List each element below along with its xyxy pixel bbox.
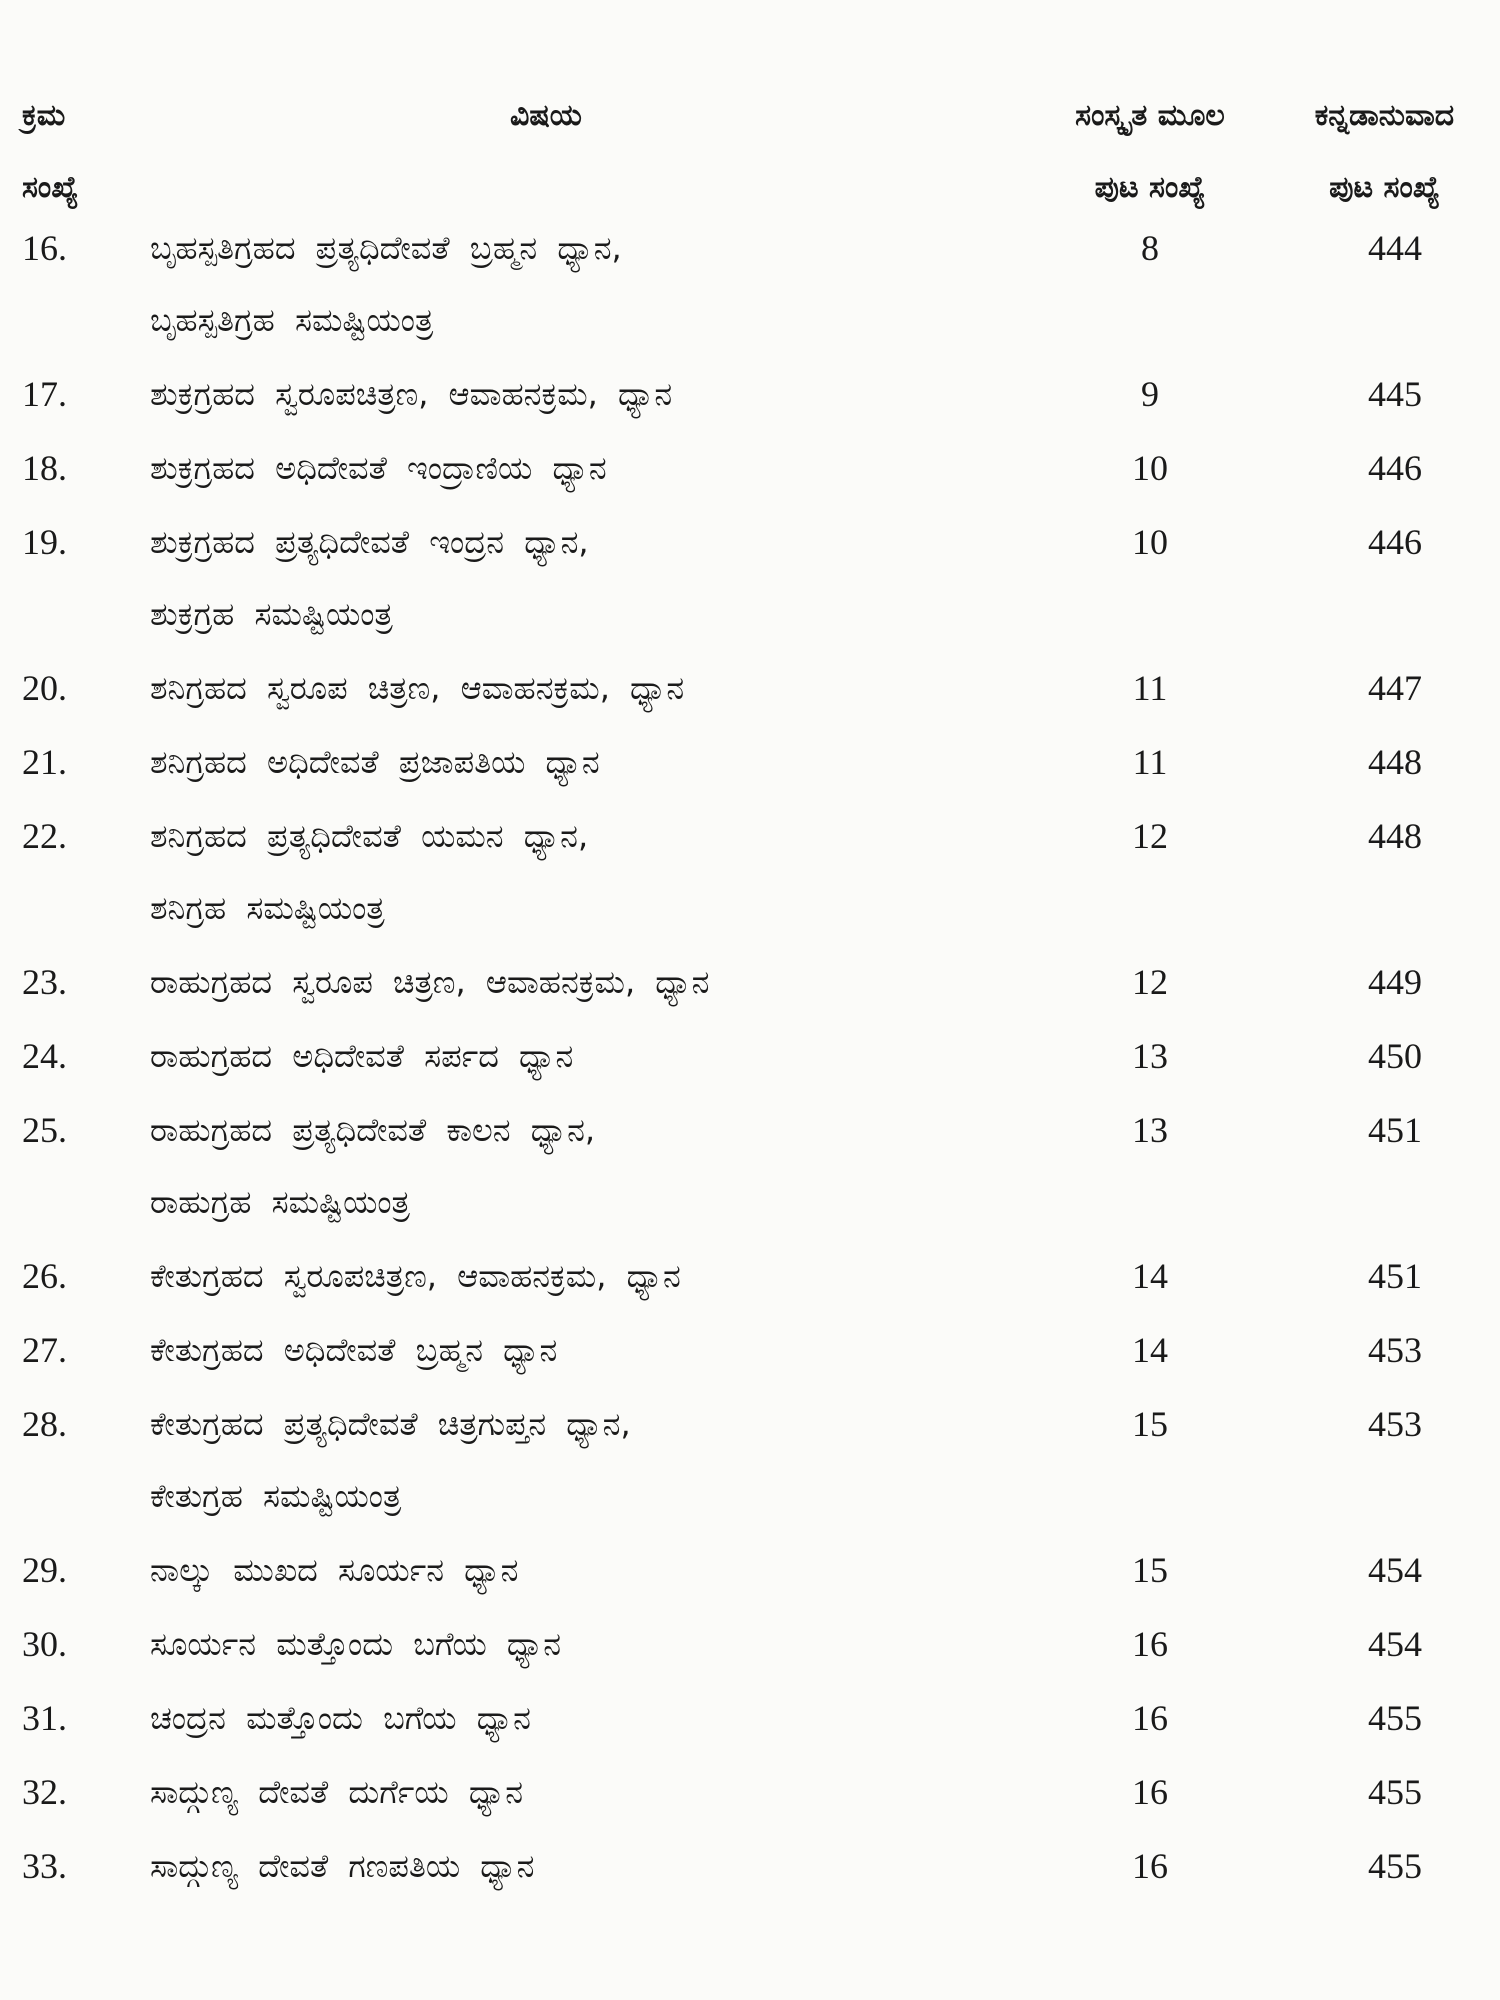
row-number: 18. [22,448,67,488]
row-subject-line: ಶುಕ್ರಗ್ರಹ ಸಮಷ್ಟಿಯಂತ್ರ [150,595,393,633]
row-subject-line: ರಾಹುಗ್ರಹದ ಅಧಿದೇವತೆ ಸರ್ಪದ ಧ್ಯಾನ [150,1037,574,1075]
table-row [0,1756,1500,1830]
row-sanskrit-page: 16 [1132,1772,1168,1812]
table-header [0,80,1500,210]
row-number: 28. [22,1404,67,1444]
row-kannada-page: 447 [1368,668,1422,708]
row-subject-line: ಸೂರ್ಯನ ಮತ್ತೊಂದು ಬಗೆಯ ಧ್ಯಾನ [150,1625,562,1663]
row-subject-line: ಕೇತುಗ್ರಹದ ಸ್ವರೂಪಚಿತ್ರಣ, ಆವಾಹನಕ್ರಮ, ಧ್ಯಾನ [150,1257,681,1295]
row-subject-line: ಬೃಹಸ್ಪತಿಗ್ರಹದ ಪ್ರತ್ಯಧಿದೇವತೆ ಬ್ರಹ್ಮನ ಧ್ಯಾನ, [150,229,622,267]
row-subject [150,1756,1020,1828]
row-kannada-page: 453 [1368,1330,1422,1370]
row-subject-line: ಶುಕ್ರಗ್ರಹದ ಪ್ರತ್ಯಧಿದೇವತೆ ಇಂದ್ರನ ಧ್ಯಾನ, [150,523,589,561]
row-kannada-page: 448 [1368,742,1422,782]
row-sanskrit-page: 16 [1132,1698,1168,1738]
row-subject-line: ಕೇತುಗ್ರಹದ ಪ್ರತ್ಯಧಿದೇವತೆ ಚಿತ್ರಗುಪ್ತನ ಧ್ಯಾನ, [150,1405,631,1443]
row-number: 24. [22,1036,67,1076]
row-sanskrit-page: 14 [1132,1256,1168,1296]
row-subject [150,652,1020,724]
header-sanskrit-line-1: ಸಂಸ್ಕೃತ ಮೂಲ [1075,98,1225,133]
row-subject-line: ಶನಿಗ್ರಹದ ಅಧಿದೇವತೆ ಪ್ರಜಾಪತಿಯ ಧ್ಯಾನ [150,743,600,781]
row-kannada-page: 455 [1368,1846,1422,1886]
row-sanskrit-page: 16 [1132,1846,1168,1886]
table-row [0,1020,1500,1094]
row-sanskrit-page: 10 [1132,522,1168,562]
header-subject [510,80,710,152]
table-row [0,1388,1500,1534]
row-kannada-page: 454 [1368,1624,1422,1664]
row-subject [150,506,1020,650]
header-serial-line-1: ಕ್ರಮ [22,98,66,133]
row-subject-line: ಚಂದ್ರನ ಮತ್ತೊಂದು ಬಗೆಯ ಧ್ಯಾನ [150,1699,531,1737]
row-subject-line: ನಾಲ್ಕು ಮುಖದ ಸೂರ್ಯನ ಧ್ಯಾನ [150,1551,519,1589]
row-number: 21. [22,742,67,782]
row-sanskrit-page: 16 [1132,1624,1168,1664]
row-kannada-page: 445 [1368,374,1422,414]
row-kannada-page: 450 [1368,1036,1422,1076]
table-row [0,1240,1500,1314]
row-subject-line: ಶನಿಗ್ರಹದ ಸ್ವರೂಪ ಚಿತ್ರಣ, ಆವಾಹನಕ್ರಮ, ಧ್ಯಾನ [150,669,685,707]
header-serial-number [22,80,162,224]
row-number: 27. [22,1330,67,1370]
header-kannada-page [1272,80,1497,224]
row-sanskrit-page: 11 [1132,668,1168,708]
row-sanskrit-page: 10 [1132,448,1168,488]
row-sanskrit-page: 13 [1132,1110,1168,1150]
table-row [0,946,1500,1020]
row-subject-line: ಸಾದ್ಗುಣ್ಯ ದೇವತೆ ದುರ್ಗೆಯ ಧ್ಯಾನ [150,1773,523,1811]
row-subject [150,800,1020,944]
row-sanskrit-page: 12 [1132,816,1168,856]
table-row [0,1608,1500,1682]
table-row [0,1682,1500,1756]
row-subject [150,1240,1020,1312]
row-sanskrit-page: 11 [1132,742,1168,782]
row-subject [150,432,1020,504]
row-subject-line: ಶನಿಗ್ರಹ ಸಮಷ್ಟಿಯಂತ್ರ [150,889,385,927]
row-kannada-page: 446 [1368,448,1422,488]
row-kannada-page: 444 [1368,228,1422,268]
row-subject-line: ಶುಕ್ರಗ್ರಹದ ಅಧಿದೇವತೆ ಇಂದ್ರಾಣಿಯ ಧ್ಯಾನ [150,449,607,487]
row-number: 25. [22,1110,67,1150]
header-kannada-line-2: ಪುಟ ಸಂಖ್ಯೆ [1329,170,1440,205]
header-serial-line-2: ಸಂಖ್ಯೆ [22,170,79,205]
row-sanskrit-page: 15 [1132,1404,1168,1444]
row-subject [150,1830,1020,1902]
table-row [0,1830,1500,1904]
row-subject-line: ಕೇತುಗ್ರಹ ಸಮಷ್ಟಿಯಂತ್ರ [150,1477,402,1515]
table-row [0,358,1500,432]
row-subject-line: ಶನಿಗ್ರಹದ ಪ್ರತ್ಯಧಿದೇವತೆ ಯಮನ ಧ್ಯಾನ, [150,817,589,855]
row-subject-line: ರಾಹುಗ್ರಹದ ಸ್ವರೂಪ ಚಿತ್ರಣ, ಆವಾಹನಕ್ರಮ, ಧ್ಯಾನ [150,963,710,1001]
table-row [0,1094,1500,1240]
row-number: 29. [22,1550,67,1590]
row-kannada-page: 449 [1368,962,1422,1002]
row-sanskrit-page: 12 [1132,962,1168,1002]
row-subject-line: ಶುಕ್ರಗ್ರಹದ ಸ್ವರೂಪಚಿತ್ರಣ, ಆವಾಹನಕ್ರಮ, ಧ್ಯಾನ [150,375,673,413]
row-kannada-page: 446 [1368,522,1422,562]
header-subject-label: ವಿಷಯ [510,98,582,133]
table-row [0,1534,1500,1608]
header-sanskrit-page [1025,80,1275,224]
row-subject-line: ಕೇತುಗ್ರಹದ ಅಧಿದೇವತೆ ಬ್ರಹ್ಮನ ಧ್ಯಾನ [150,1331,558,1369]
row-number: 19. [22,522,67,562]
row-number: 31. [22,1698,67,1738]
row-kannada-page: 453 [1368,1404,1422,1444]
row-subject [150,1388,1020,1532]
table-row [0,506,1500,652]
row-number: 32. [22,1772,67,1812]
row-subject [150,946,1020,1018]
row-subject-line: ರಾಹುಗ್ರಹದ ಪ್ರತ್ಯಧಿದೇವತೆ ಕಾಲನ ಧ್ಯಾನ, [150,1111,596,1149]
row-number: 26. [22,1256,67,1296]
row-kannada-page: 448 [1368,816,1422,856]
row-number: 33. [22,1846,67,1886]
row-subject [150,1314,1020,1386]
row-number: 20. [22,668,67,708]
table-row [0,1314,1500,1388]
row-sanskrit-page: 8 [1141,228,1159,268]
table-row [0,652,1500,726]
row-kannada-page: 451 [1368,1256,1422,1296]
table-row [0,212,1500,358]
row-kannada-page: 455 [1368,1698,1422,1738]
row-kannada-page: 455 [1368,1772,1422,1812]
row-subject [150,726,1020,798]
row-sanskrit-page: 13 [1132,1036,1168,1076]
row-subject [150,1020,1020,1092]
row-subject [150,358,1020,430]
row-subject-line: ಬೃಹಸ್ಪತಿಗ್ರಹ ಸಮಷ್ಟಿಯಂತ್ರ [150,301,434,339]
row-number: 16. [22,228,67,268]
row-subject [150,1608,1020,1680]
row-subject [150,1534,1020,1606]
row-number: 22. [22,816,67,856]
header-sanskrit-line-2: ಪುಟ ಸಂಖ್ಯೆ [1094,170,1206,205]
row-sanskrit-page: 15 [1132,1550,1168,1590]
table-body [0,212,1500,1904]
table-row [0,432,1500,506]
row-kannada-page: 454 [1368,1550,1422,1590]
row-subject-line: ಸಾದ್ಗುಣ್ಯ ದೇವತೆ ಗಣಪತಿಯ ಧ್ಯಾನ [150,1847,535,1885]
row-number: 23. [22,962,67,1002]
row-subject [150,212,1020,356]
table-row [0,726,1500,800]
row-subject [150,1094,1020,1238]
header-kannada-line-1: ಕನ್ನಡಾನುವಾದ [1314,98,1455,133]
row-sanskrit-page: 9 [1141,374,1159,414]
row-subject-line: ರಾಹುಗ್ರಹ ಸಮಷ್ಟಿಯಂತ್ರ [150,1183,410,1221]
row-number: 30. [22,1624,67,1664]
row-subject [150,1682,1020,1754]
row-kannada-page: 451 [1368,1110,1422,1150]
table-row [0,800,1500,946]
row-sanskrit-page: 14 [1132,1330,1168,1370]
row-number: 17. [22,374,67,414]
